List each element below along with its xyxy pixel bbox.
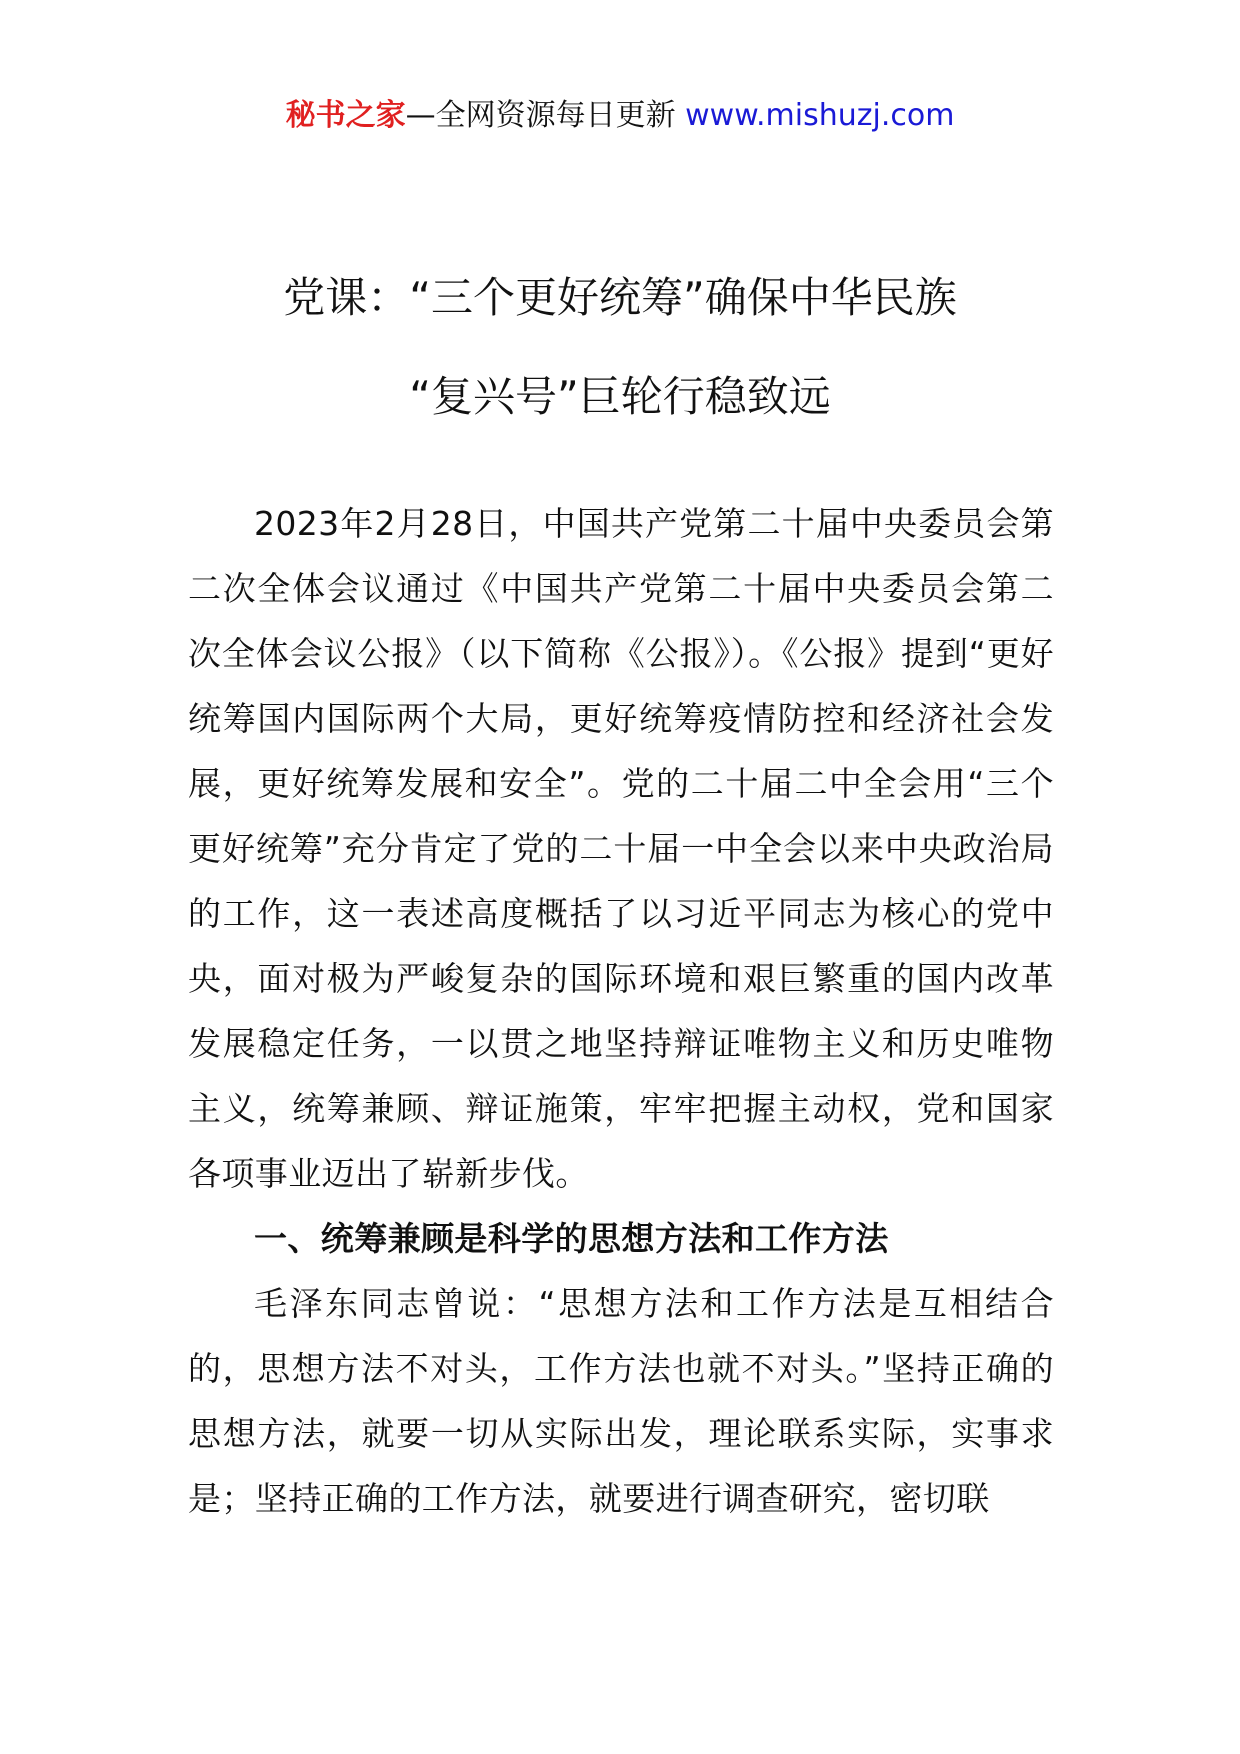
document-title bbox=[0, 248, 1240, 446]
title-line-1: 党课：“三个更好统筹”确保中华民族 bbox=[283, 273, 957, 322]
document-body bbox=[188, 491, 1054, 1531]
site-tagline: —全网资源每日更新 bbox=[405, 98, 676, 133]
body-paragraph-2: 毛泽东同志曾说：“思想方法和工作方法是互相结合的，思想方法不对头，工作方法也就不对头。”坚持正确的思想方法，就要一切从实际出发，理论联系实际，实事求是；坚持正确的工作方法，就要进行调查研究，密切联 bbox=[188, 1284, 1054, 1518]
section-heading-1: 一、统筹兼顾是科学的思想方法和工作方法 bbox=[254, 1219, 889, 1258]
body-paragraph-1: 2023年2月28日，中国共产党第二十届中央委员会第二次全体会议通过《中国共产党第二十届中央委员会第二次全体会议公报》（以下简称《公报》）。《公报》提到“更好统筹国内国际两个大局，更好统筹疫情防控和经济社会发展，更好统筹发展和安全”。党的二十届二中全会用“三个更好统筹”充分肯定了党的二十届一中全会以来中央政治局的工作，这一表述高度概括了以习近平同志为核心的党中央，面对极为严峻复杂的国际环境和艰巨繁重的国内改革发展稳定任务，一以贯之地坚持辩证唯物主义和历史唯物主义，统筹兼顾、辩证施策，牢牢把握主动权，党和国家各项事业迈出了崭新步伐。 bbox=[188, 504, 1054, 1193]
site-brand: 秘书之家 bbox=[285, 98, 406, 133]
site-url-link[interactable]: www.mishuzj.com bbox=[685, 98, 955, 133]
site-header bbox=[0, 96, 1240, 136]
title-line-2: “复兴号”巨轮行稳致远 bbox=[409, 372, 831, 421]
